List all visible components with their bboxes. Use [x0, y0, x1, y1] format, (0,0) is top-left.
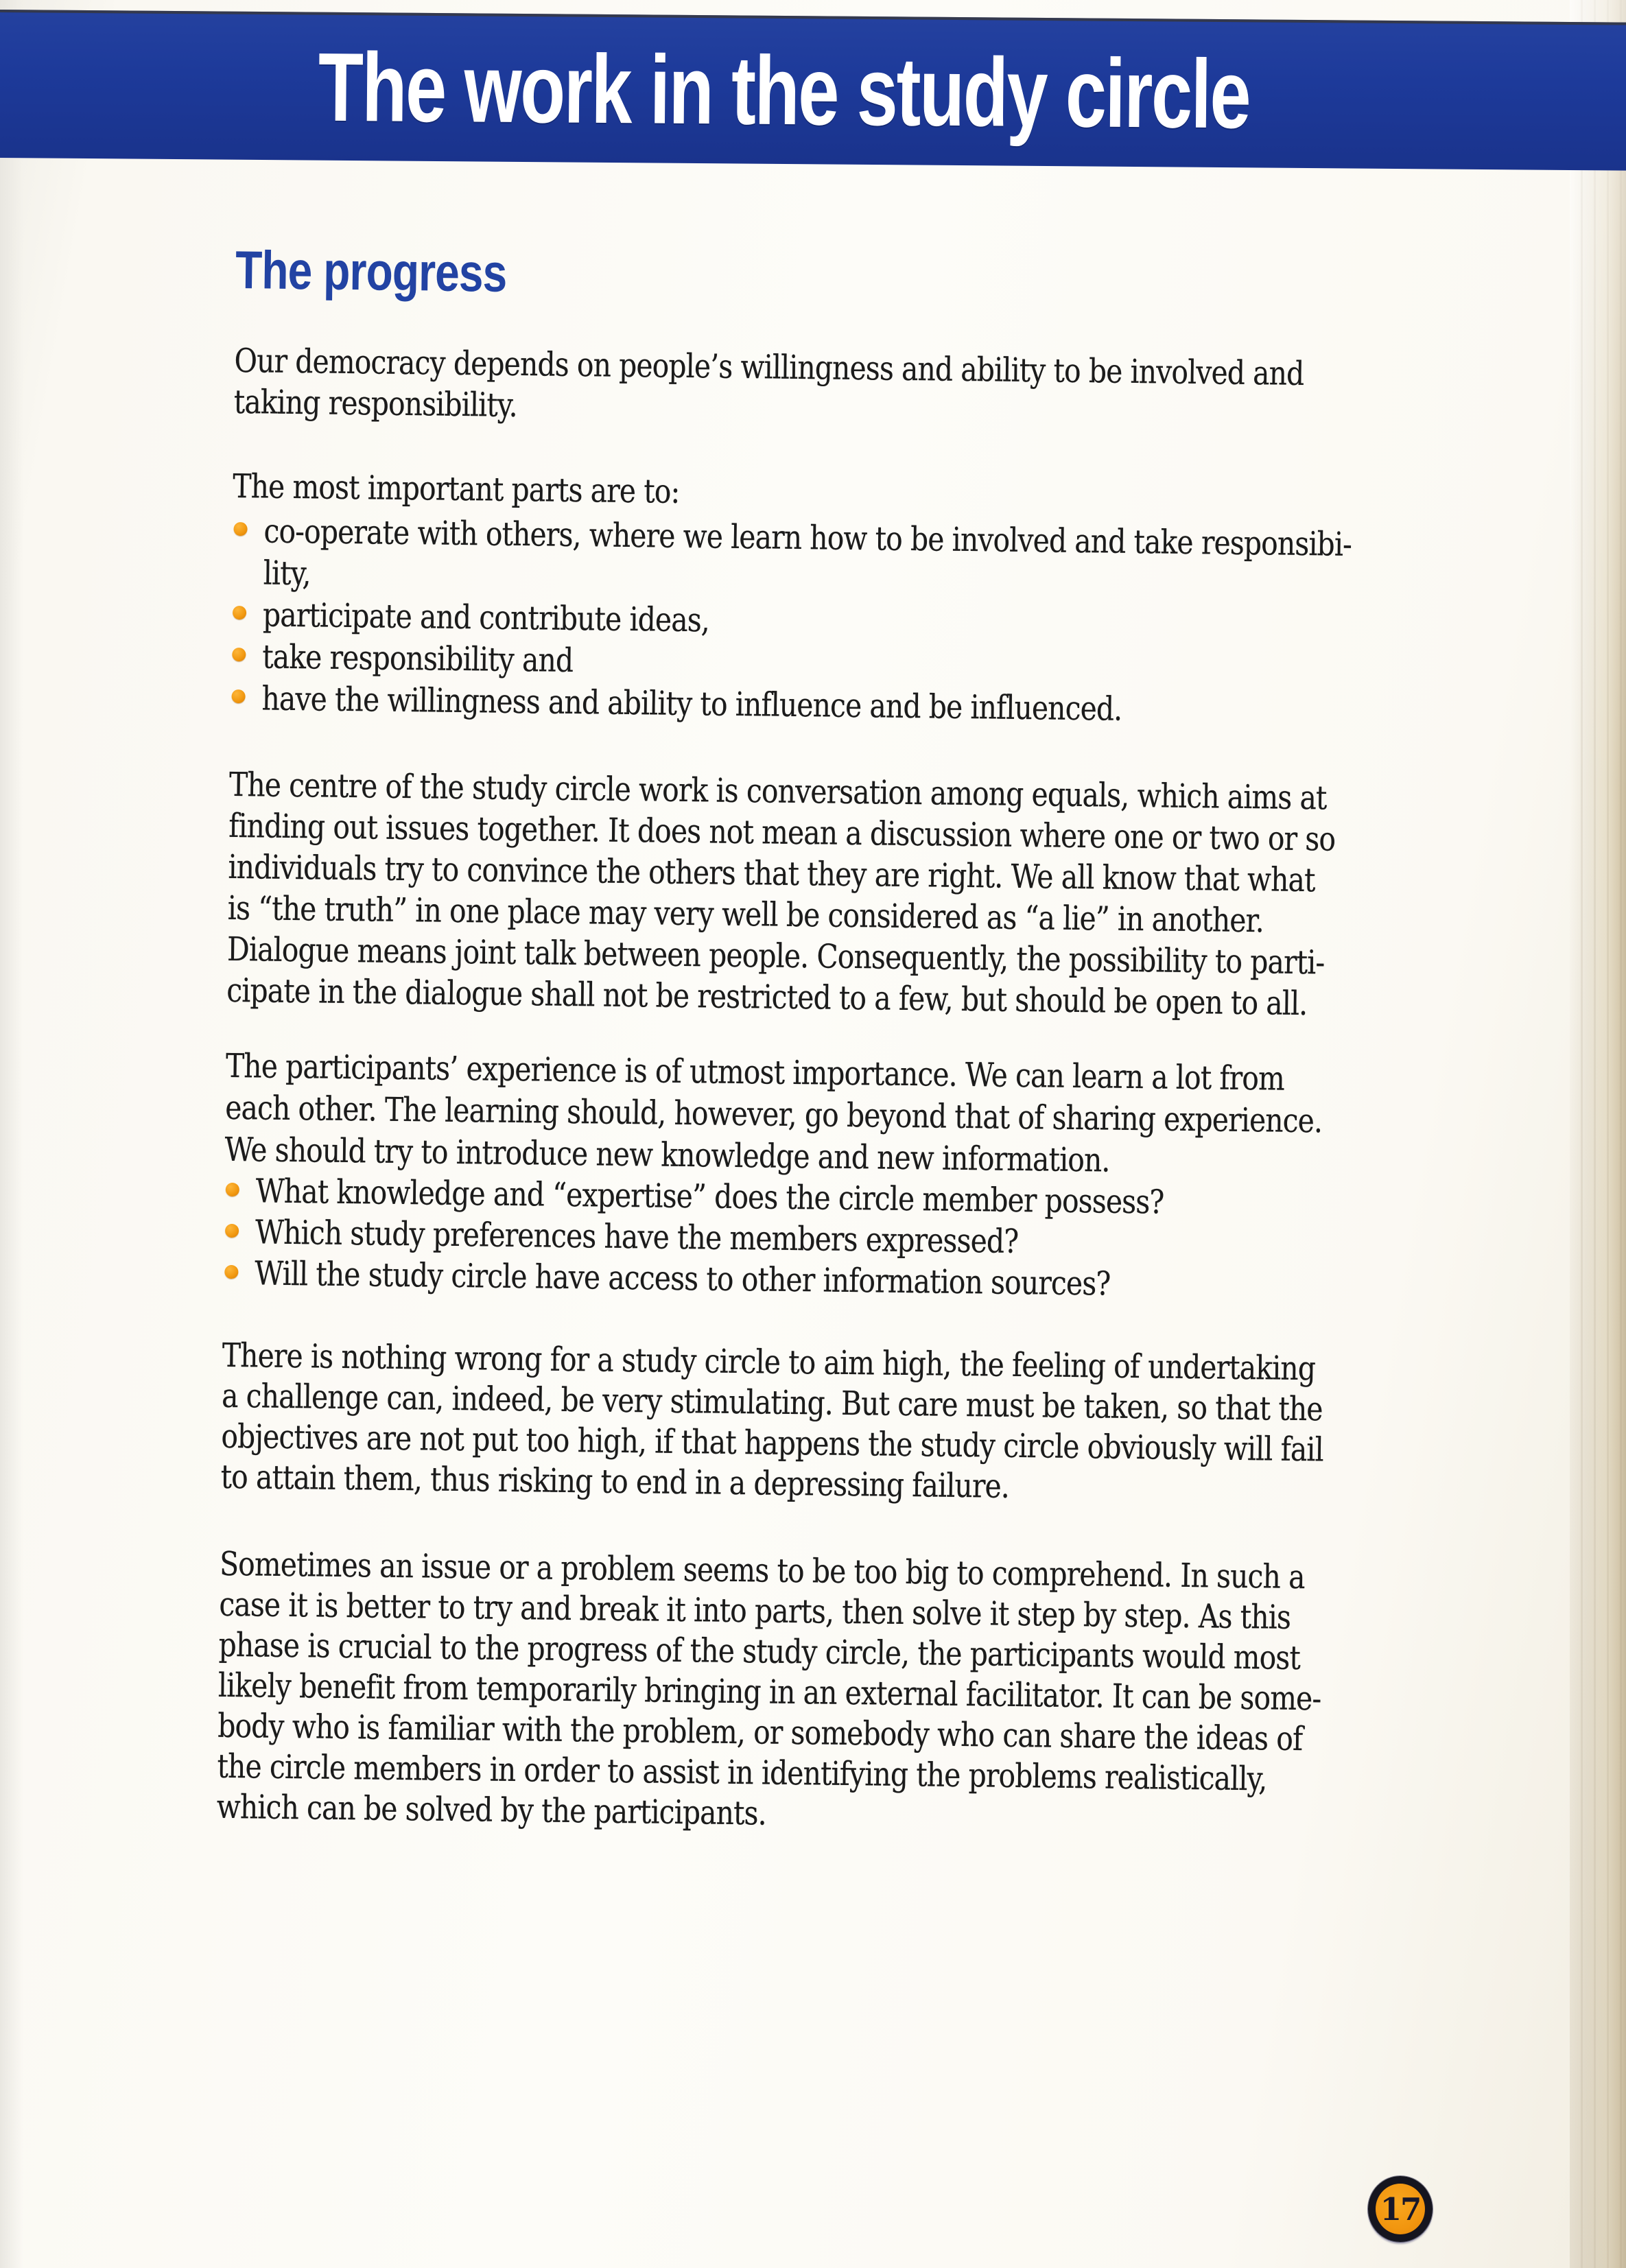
paragraph-centre	[226, 764, 1336, 1025]
text-line: Will the study circle have access to other information sources?	[254, 1254, 1111, 1303]
text-line: cipate in the dialogue shall not be restricted to a few, but should be open to all.	[226, 971, 1308, 1024]
text-line: Our democracy depends on people’s willingness and ability to be involved and	[234, 341, 1304, 394]
bullet-icon	[233, 522, 247, 536]
content	[211, 0, 1433, 2268]
text-line: We should try to introduce new knowledge and new information.	[224, 1130, 1110, 1180]
text-line: The centre of the study circle work is conversation among equals, which aims at	[228, 765, 1327, 818]
paragraph-aim-high	[220, 1336, 1324, 1511]
page-number: 17	[1380, 2190, 1421, 2228]
text-line: each other. The learning should, however, go beyond that of sharing experience.	[224, 1088, 1323, 1141]
text-line: to attain them, thus risking to end in a depressing failure.	[220, 1457, 1010, 1506]
text-line: the circle members in order to assist in identifying the problems realistically,	[217, 1747, 1267, 1799]
bullet-icon	[233, 606, 246, 619]
section-heading: The progress	[235, 239, 508, 303]
paragraph-democracy	[233, 340, 1304, 436]
text-line: individuals try to convince the others that they are right. We all know that what	[228, 847, 1315, 900]
text-line: is “the truth” in one place may very well be considered as “a lie” in another.	[227, 888, 1264, 941]
bullet-icon	[225, 1224, 239, 1238]
scan-left-edge	[0, 0, 23, 2268]
text-line: Dialogue means joint talk between people. Consequently, the possibility to parti-	[226, 930, 1325, 982]
bullet-icon	[226, 1183, 239, 1196]
bullet-icon	[232, 648, 246, 661]
text-line: likely benefit from temporarily bringing in an external facilitator. It can be some-	[217, 1666, 1321, 1718]
bullet-icon	[231, 689, 245, 703]
text-line: finding out issues together. It does not mean a discussion where one or two or so	[228, 806, 1336, 859]
text-line: take responsibility and	[261, 637, 574, 681]
text-line: Sometimes an issue or a problem seems to be too big to comprehend. In such a	[219, 1544, 1305, 1597]
text-line: objectives are not put too high, if that happens the study circle obviously will fail	[221, 1417, 1324, 1469]
banner-title: The work in the study circle	[318, 32, 1250, 150]
text-line: The participants’ experience is of utmost importance. We can learn a lot from	[225, 1046, 1285, 1098]
text-line: phase is crucial to the progress of the study circle, the participants would most	[218, 1625, 1301, 1678]
text-line: a challenge can, indeed, be very stimulating. But care must be taken, so that the	[221, 1376, 1323, 1429]
bullet-list-questions	[223, 1171, 1324, 1308]
bullet-list-important-parts	[230, 510, 1544, 735]
text-line: which can be solved by the participants.	[216, 1787, 767, 1833]
text-line: have the willingness and ability to influence and be influenced.	[261, 679, 1122, 729]
text-line: Which study preferences have the members expressed?	[255, 1213, 1019, 1262]
text-line: lity,	[263, 554, 311, 593]
list-intro: The most important parts are to:	[232, 466, 680, 511]
text-line: co-operate with others, where we learn how to be involved and take responsibi-	[263, 512, 1352, 564]
text-line: taking responsibility.	[233, 382, 518, 425]
text-line: body who is familiar with the problem, or somebody who can share the ideas of	[217, 1706, 1303, 1759]
list-item	[231, 510, 1544, 610]
page-number-badge	[1368, 2176, 1433, 2242]
text-line: participate and contribute ideas,	[262, 595, 710, 640]
text-line: case it is better to try and break it into parts, then solve it step by step. As this	[219, 1585, 1291, 1637]
paragraph-participants	[224, 1046, 1323, 1185]
text-line: What knowledge and “expertise” does the circle member possess?	[255, 1172, 1164, 1222]
book-page-edge-shade	[1570, 0, 1626, 2268]
text-line: There is nothing wrong for a study circle to aim high, the feeling of undertaking	[222, 1336, 1316, 1389]
bullet-icon	[224, 1265, 238, 1279]
paragraph-break-into-parts	[216, 1544, 1322, 1841]
